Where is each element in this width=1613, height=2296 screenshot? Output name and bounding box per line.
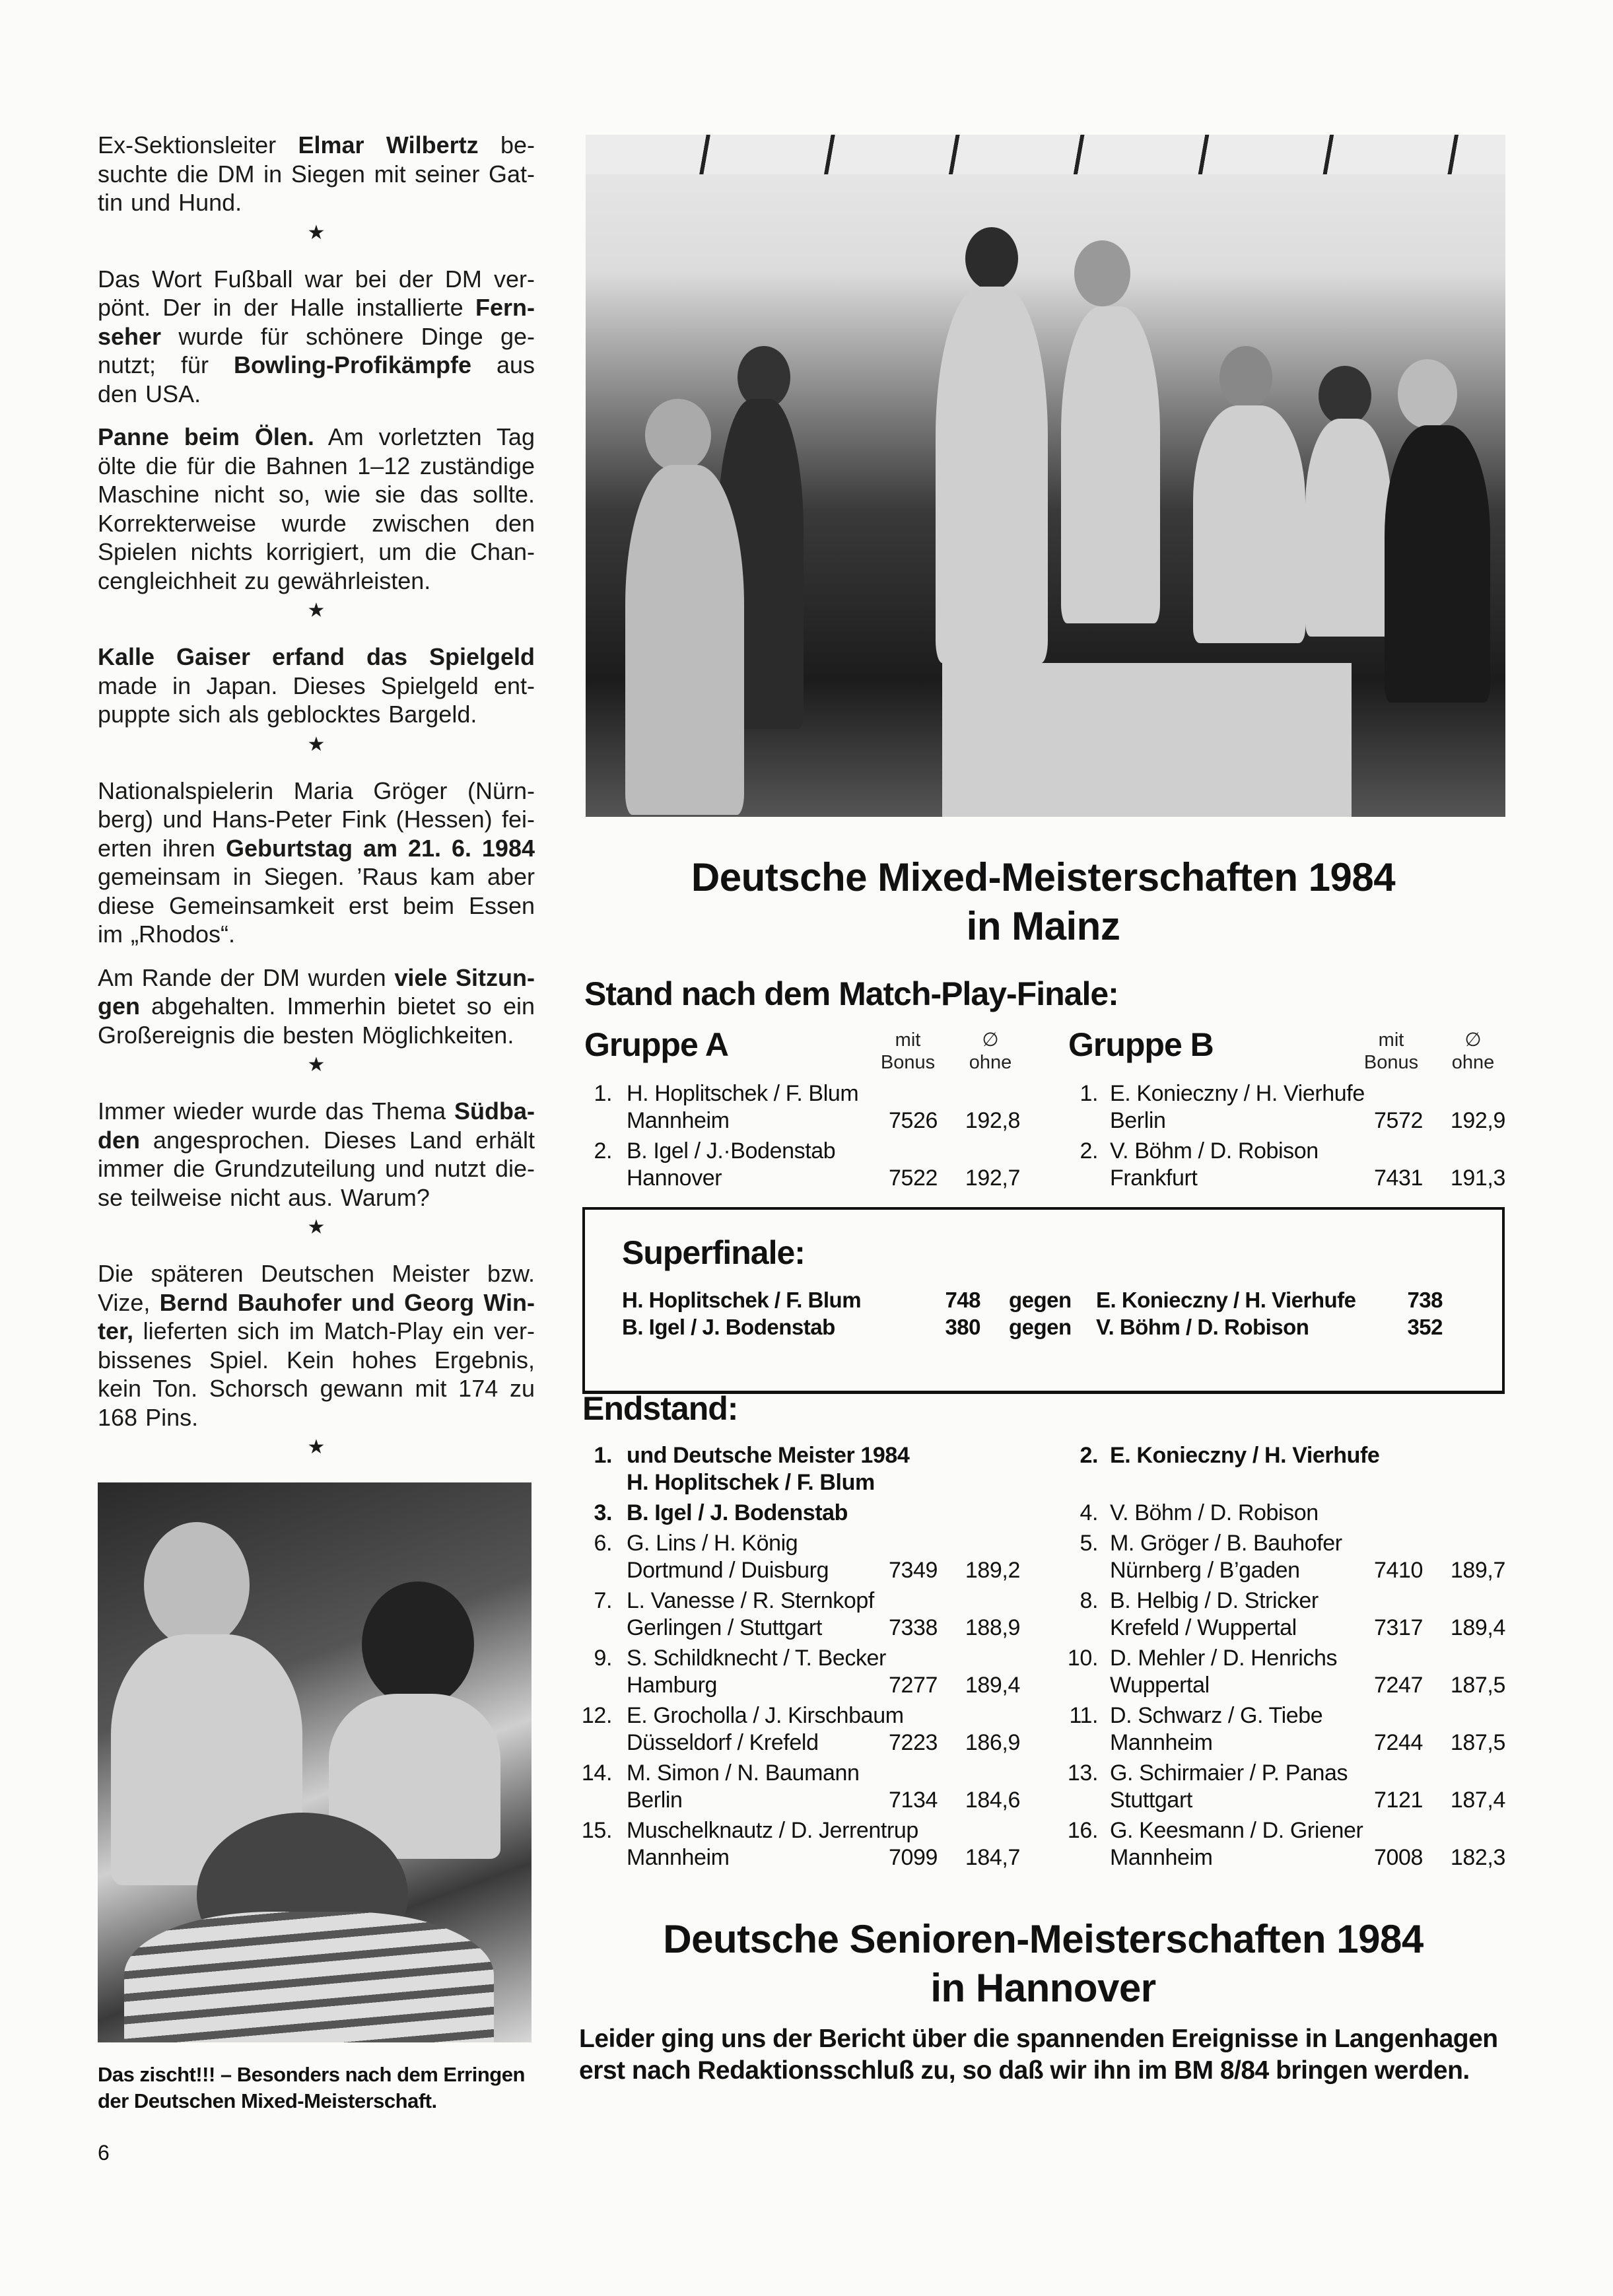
average-without-bonus: 187,4 bbox=[1450, 1788, 1505, 1813]
city: Berlin bbox=[1110, 1108, 1166, 1133]
versus-label: gegen bbox=[1009, 1288, 1072, 1312]
col-ohne-label: ohne bbox=[1451, 1052, 1495, 1073]
score-with-bonus: 7572 bbox=[1373, 1108, 1423, 1133]
rank: 11. bbox=[1069, 1703, 1098, 1728]
bold-text: Bowling-Profikämpfe bbox=[233, 351, 471, 378]
rank: 9. bbox=[594, 1646, 612, 1671]
text-line bbox=[98, 1346, 535, 1375]
pair-names: H. Hoplitschek / F. Blum bbox=[627, 1081, 859, 1106]
rank: 14. bbox=[581, 1760, 612, 1786]
text-run: erten ihren bbox=[98, 834, 226, 862]
average-without-bonus: 182,3 bbox=[1450, 1845, 1505, 1870]
rank: 6. bbox=[594, 1531, 612, 1556]
entry-names-row bbox=[574, 1530, 1020, 1557]
entry-names-row bbox=[1060, 1530, 1505, 1557]
col-mit-label: mit bbox=[895, 1029, 921, 1051]
average-without-bonus: 189,2 bbox=[965, 1558, 1020, 1583]
col-bonus-label: Bonus bbox=[880, 1052, 936, 1073]
text-line bbox=[98, 777, 535, 806]
entry-city-row bbox=[1060, 1469, 1505, 1496]
rank: 3. bbox=[594, 1500, 612, 1525]
mixed-title-line1: Deutsche Mixed-Meisterschaften 1984 bbox=[691, 855, 1396, 899]
versus-label: gegen bbox=[1009, 1315, 1072, 1339]
pair-names: Muschelknautz / D. Jerrentrup bbox=[627, 1818, 918, 1843]
result-entry bbox=[574, 1138, 1020, 1192]
bold-text: Geburtstag am 21. 6. 1984 bbox=[226, 834, 535, 862]
entry-city-row bbox=[1060, 1615, 1505, 1642]
score-with-bonus: 7244 bbox=[1373, 1730, 1423, 1755]
superfinale-table bbox=[622, 1286, 1467, 1340]
star-separator-icon: ★ bbox=[307, 600, 326, 621]
col-bonus-label: Bonus bbox=[1363, 1052, 1419, 1073]
entry-city-row bbox=[574, 1729, 1020, 1757]
col-ohne-label: ohne bbox=[969, 1052, 1012, 1073]
text-run: Am Rande der DM wurden bbox=[98, 963, 395, 991]
average-without-bonus: 184,7 bbox=[965, 1845, 1020, 1870]
photo-drinking-celebration bbox=[98, 1482, 532, 2042]
result-entry bbox=[1060, 1645, 1505, 1699]
rank: 2. bbox=[1080, 1138, 1098, 1164]
city: Stuttgart bbox=[1110, 1788, 1192, 1813]
text-run: Spielen nichts korrigiert, um die Chan- bbox=[98, 538, 535, 565]
article-paragraph bbox=[98, 1097, 535, 1212]
rank: 12. bbox=[581, 1703, 612, 1728]
entry-names-row bbox=[574, 1817, 1020, 1844]
entry-names-row bbox=[574, 1645, 1020, 1672]
pair-names: G. Keesmann / D. Griener bbox=[1110, 1818, 1363, 1843]
text-line bbox=[98, 1097, 535, 1126]
city: Hamburg bbox=[627, 1673, 718, 1698]
senioren-title-line1: Deutsche Senioren-Meisterschaften 1984 bbox=[663, 1917, 1424, 1961]
text-run: Vize, bbox=[98, 1288, 160, 1316]
entry-city-row bbox=[574, 1165, 1020, 1192]
text-run: gemeinsam in Siegen. ’Raus kam aber bbox=[98, 863, 535, 890]
pair-names: M. Gröger / B. Bauhofer bbox=[1110, 1531, 1342, 1556]
entry-city-row bbox=[574, 1787, 1020, 1814]
score-with-bonus bbox=[1350, 1469, 1423, 1496]
text-line bbox=[98, 1154, 535, 1183]
article-paragraph bbox=[98, 963, 535, 1050]
average-without-bonus: 187,5 bbox=[1450, 1673, 1505, 1698]
score-with-bonus: 7349 bbox=[888, 1558, 938, 1583]
text-line bbox=[98, 509, 535, 538]
bold-text: ter, bbox=[98, 1317, 134, 1344]
avg-symbol-icon: ∅ bbox=[1464, 1029, 1482, 1051]
star-separator-icon: ★ bbox=[307, 733, 326, 755]
pair-names: V. Böhm / D. Robison bbox=[1110, 1500, 1319, 1525]
rank: 2. bbox=[594, 1138, 612, 1164]
result-entry bbox=[574, 1500, 1020, 1527]
score-with-bonus: 7317 bbox=[1373, 1615, 1423, 1640]
team-a: H. Hoplitschek / F. Blum bbox=[622, 1288, 862, 1312]
score-with-bonus: 7526 bbox=[888, 1108, 938, 1133]
text-run: wurde für schönere Dinge ge- bbox=[161, 322, 535, 350]
average-without-bonus bbox=[1423, 1469, 1505, 1496]
text-run: im „Rhodos“. bbox=[98, 921, 236, 948]
text-line bbox=[98, 567, 535, 596]
text-run: angesprochen. Dieses Land erhält bbox=[140, 1126, 535, 1154]
text-run: suchte die DM in Siegen mit seiner Gat- bbox=[98, 160, 535, 188]
text-run: aus bbox=[471, 351, 535, 378]
bold-text: seher bbox=[98, 322, 162, 350]
text-run: abgehalten. Immerhin bietet so ein bbox=[140, 992, 535, 1020]
rank: 1. bbox=[594, 1443, 612, 1468]
city: Düsseldorf / Krefeld bbox=[627, 1730, 819, 1755]
entry-names-row bbox=[1060, 1442, 1505, 1469]
result-entry bbox=[574, 1080, 1020, 1134]
group-b-table bbox=[1060, 1080, 1505, 1195]
average-without-bonus: 186,9 bbox=[965, 1730, 1020, 1755]
bold-text: Kalle Gaiser erfand das Spielgeld bbox=[98, 643, 535, 670]
score-with-bonus: 7099 bbox=[888, 1845, 938, 1870]
entry-city-row bbox=[574, 1844, 1020, 1871]
result-entry bbox=[1060, 1817, 1505, 1871]
rank: 10. bbox=[1067, 1646, 1098, 1671]
text-run: Am vorletzten Tag bbox=[314, 423, 535, 450]
text-run: be- bbox=[478, 131, 535, 158]
text-line bbox=[98, 265, 535, 294]
rank: 13. bbox=[1067, 1760, 1098, 1786]
city: Nürnberg / B’gaden bbox=[1110, 1558, 1300, 1583]
text-run: kein Ton. Schorsch gewann mit 174 zu bbox=[98, 1375, 535, 1402]
entry-city-row bbox=[1060, 1165, 1505, 1192]
result-entry bbox=[1060, 1702, 1505, 1757]
star-separator-icon: ★ bbox=[307, 221, 326, 244]
city: Mannheim bbox=[1110, 1730, 1213, 1755]
pair-names: D. Mehler / D. Henrichs bbox=[1110, 1646, 1338, 1671]
score-with-bonus: 7223 bbox=[888, 1730, 938, 1755]
score-with-bonus: 7522 bbox=[888, 1165, 938, 1191]
result-entry bbox=[1060, 1587, 1505, 1642]
entry-names-row bbox=[1060, 1645, 1505, 1672]
text-line bbox=[98, 160, 535, 189]
result-entry bbox=[574, 1702, 1020, 1757]
entry-city-row bbox=[1060, 1107, 1505, 1134]
score-with-bonus: 7247 bbox=[1373, 1673, 1423, 1698]
group-a-heading: Gruppe A bbox=[584, 1026, 728, 1063]
team-b: V. Böhm / D. Robison bbox=[1096, 1315, 1309, 1339]
text-line bbox=[98, 1288, 535, 1317]
average-without-bonus: 189,4 bbox=[1450, 1615, 1505, 1640]
city: Berlin bbox=[627, 1788, 683, 1813]
bold-text: Elmar Wilbertz bbox=[298, 131, 479, 158]
article-paragraph bbox=[98, 1259, 535, 1432]
entry-city-row bbox=[1060, 1844, 1505, 1871]
mixed-title bbox=[581, 853, 1505, 951]
text-line bbox=[98, 1183, 535, 1212]
text-run: pönt. Der in der Halle installierte bbox=[98, 294, 475, 321]
result-entry bbox=[1060, 1138, 1505, 1192]
entry-city-row bbox=[574, 1107, 1020, 1134]
entry-city-row bbox=[1060, 1672, 1505, 1699]
pair-names: B. Igel / J. Bodenstab bbox=[627, 1500, 848, 1525]
text-line bbox=[98, 322, 535, 351]
city: Gerlingen / Stuttgart bbox=[627, 1615, 822, 1640]
group-a-col-ohne bbox=[954, 1029, 1027, 1074]
text-line bbox=[98, 862, 535, 891]
article-paragraph bbox=[98, 423, 535, 595]
city: Mannheim bbox=[627, 1108, 730, 1133]
entry-names-row bbox=[574, 1138, 1020, 1165]
score-with-bonus: 7008 bbox=[1373, 1845, 1423, 1870]
entry-city-row bbox=[1060, 1557, 1505, 1584]
text-line bbox=[98, 891, 535, 921]
pair-names: M. Simon / N. Baumann bbox=[627, 1760, 860, 1786]
rank: 7. bbox=[594, 1588, 612, 1613]
bold-text: Panne beim Ölen. bbox=[98, 423, 314, 450]
entry-names-row bbox=[1060, 1817, 1505, 1844]
bold-text: viele Sitzun- bbox=[394, 963, 535, 991]
score-with-bonus bbox=[875, 1469, 947, 1496]
pair-names: E. Konieczny / H. Vierhufe bbox=[1110, 1443, 1380, 1468]
city: Mannheim bbox=[1110, 1845, 1213, 1870]
standings-heading: Stand nach dem Match-Play-Finale: bbox=[584, 975, 1118, 1012]
result-entry bbox=[1060, 1080, 1505, 1134]
entry-names-row bbox=[1060, 1587, 1505, 1615]
text-line bbox=[98, 1126, 535, 1155]
group-a-table bbox=[574, 1080, 1020, 1195]
entry-names-row bbox=[574, 1442, 1020, 1469]
text-line bbox=[98, 834, 535, 863]
text-line bbox=[98, 131, 535, 160]
rank: 8. bbox=[1080, 1588, 1098, 1613]
article-paragraph bbox=[98, 643, 535, 729]
entry-names-row bbox=[574, 1080, 1020, 1107]
text-line bbox=[98, 452, 535, 481]
text-run: se teilweise nicht aus. Warum? bbox=[98, 1183, 430, 1211]
entry-names-row bbox=[574, 1702, 1020, 1729]
bold-text: den bbox=[98, 1126, 141, 1154]
text-line bbox=[98, 1317, 535, 1346]
text-run: Die späteren Deutschen Meister bzw. bbox=[98, 1260, 535, 1287]
score-with-bonus: 7277 bbox=[888, 1673, 938, 1698]
left-column-article bbox=[98, 131, 535, 1479]
pair-names: D. Schwarz / G. Tiebe bbox=[1110, 1703, 1323, 1728]
bold-text: Bernd Bauhofer und Georg Win- bbox=[159, 1288, 535, 1316]
pair-names: S. Schildknecht / T. Becker bbox=[627, 1646, 886, 1671]
score-with-bonus: 7121 bbox=[1373, 1788, 1423, 1813]
endstand-left-table bbox=[574, 1442, 1020, 1875]
text-line bbox=[98, 188, 535, 217]
senioren-title bbox=[581, 1915, 1505, 2013]
text-run: Das Wort Fußball war bei der DM ver- bbox=[98, 265, 535, 293]
text-run: Maschine nicht so, wie sie das sollte. bbox=[98, 481, 535, 508]
text-line bbox=[98, 293, 535, 322]
average-without-bonus: 188,9 bbox=[965, 1615, 1020, 1640]
photo-award-ceremony bbox=[586, 135, 1505, 817]
article-paragraph bbox=[98, 777, 535, 949]
entry-names-row bbox=[1060, 1080, 1505, 1107]
text-line bbox=[98, 700, 535, 729]
text-line bbox=[98, 538, 535, 567]
col-mit-label: mit bbox=[1378, 1029, 1404, 1051]
entry-names-row bbox=[1060, 1500, 1505, 1527]
city: Mannheim bbox=[627, 1845, 730, 1870]
group-b-heading: Gruppe B bbox=[1068, 1026, 1214, 1063]
result-entry bbox=[574, 1587, 1020, 1642]
average-without-bonus: 184,6 bbox=[965, 1788, 1020, 1813]
team-b-score: 738 bbox=[1407, 1288, 1443, 1312]
result-entry bbox=[1060, 1500, 1505, 1527]
city bbox=[1110, 1469, 1350, 1496]
bold-text: Fern- bbox=[475, 294, 535, 321]
senioren-title-line2: in Hannover bbox=[930, 1966, 1156, 2010]
article-paragraph bbox=[98, 131, 535, 217]
group-b-col-bonus bbox=[1348, 1029, 1434, 1074]
pair-names: B. Helbig / D. Stricker bbox=[1110, 1588, 1319, 1613]
text-line bbox=[98, 643, 535, 672]
star-separator-icon: ★ bbox=[307, 1436, 326, 1458]
average-without-bonus: 192,7 bbox=[965, 1165, 1020, 1191]
text-line bbox=[98, 963, 535, 992]
city: Frankfurt bbox=[1110, 1165, 1198, 1191]
result-entry bbox=[1060, 1760, 1505, 1814]
entry-names-row bbox=[574, 1760, 1020, 1787]
average-without-bonus: 192,9 bbox=[1450, 1108, 1505, 1133]
endstand-heading: Endstand: bbox=[582, 1390, 738, 1427]
result-entry bbox=[574, 1442, 1020, 1496]
city: H. Hoplitschek / F. Blum bbox=[627, 1470, 875, 1495]
result-entry bbox=[574, 1530, 1020, 1584]
score-with-bonus: 7410 bbox=[1373, 1558, 1423, 1583]
text-line bbox=[98, 423, 535, 452]
text-line bbox=[98, 351, 535, 380]
text-line bbox=[98, 380, 535, 409]
team-b: E. Konieczny / H. Vierhufe bbox=[1096, 1288, 1356, 1312]
rank: 4. bbox=[1080, 1500, 1098, 1525]
score-with-bonus: 7431 bbox=[1373, 1165, 1423, 1191]
pair-names: L. Vanesse / R. Sternkopf bbox=[627, 1588, 874, 1613]
mixed-title-line2: in Mainz bbox=[966, 904, 1120, 948]
average-without-bonus: 192,8 bbox=[965, 1108, 1020, 1133]
average-without-bonus: 189,4 bbox=[965, 1673, 1020, 1698]
text-run: nutzt; für bbox=[98, 351, 234, 378]
text-line bbox=[98, 480, 535, 509]
pair-names: G. Lins / H. König bbox=[627, 1531, 798, 1556]
superfinale-match bbox=[622, 1313, 1467, 1340]
pair-names: V. Böhm / D. Robison bbox=[1110, 1138, 1319, 1164]
superfinale-match bbox=[622, 1286, 1467, 1313]
team-a-score: 748 bbox=[945, 1288, 980, 1312]
text-run: tin und Hund. bbox=[98, 189, 242, 216]
average-without-bonus: 191,3 bbox=[1450, 1165, 1505, 1191]
text-run: den USA. bbox=[98, 380, 201, 407]
text-run: lieferten sich im Match-Play ein ver- bbox=[133, 1317, 535, 1344]
average-without-bonus bbox=[947, 1469, 1030, 1496]
text-run: bissenes Spiel. Kein hohes Ergebnis, bbox=[98, 1346, 535, 1374]
result-entry bbox=[574, 1817, 1020, 1871]
star-separator-icon: ★ bbox=[307, 1216, 326, 1238]
pair-names: G. Schirmaier / P. Panas bbox=[1110, 1760, 1348, 1786]
entry-city-row bbox=[574, 1557, 1020, 1584]
pair-names: und Deutsche Meister 1984 bbox=[627, 1443, 910, 1468]
text-run: diese Gemeinsamkeit erst beim Essen bbox=[98, 891, 535, 919]
text-run: made in Japan. Dieses Spielgeld ent- bbox=[98, 672, 535, 699]
rank: 5. bbox=[1080, 1531, 1098, 1556]
group-b-col-ohne bbox=[1437, 1029, 1509, 1074]
rank: 1. bbox=[1080, 1081, 1098, 1106]
text-run: Immer wieder wurde das Thema bbox=[98, 1097, 454, 1125]
page-number: 6 bbox=[98, 2141, 110, 2165]
text-run: Korrekterweise wurde zwischen den bbox=[98, 509, 535, 537]
superfinale-heading: Superfinale: bbox=[622, 1234, 805, 1271]
text-run: cengleichheit zu gewährleisten. bbox=[98, 567, 431, 594]
text-run: Ex-Sektionsleiter bbox=[98, 131, 298, 158]
article-paragraph bbox=[98, 265, 535, 409]
avg-symbol-icon: ∅ bbox=[982, 1029, 999, 1051]
result-entry bbox=[574, 1760, 1020, 1814]
text-run: Großereignis die besten Möglichkeiten. bbox=[98, 1021, 514, 1049]
text-line bbox=[98, 1374, 535, 1403]
text-line bbox=[98, 1259, 535, 1288]
result-entry bbox=[1060, 1442, 1505, 1496]
text-line bbox=[98, 1403, 535, 1432]
entry-names-row bbox=[1060, 1760, 1505, 1787]
photo-caption: Das zischt!!! – Besonders nach dem Erringen der Deutschen Mixed-Meisterschaft. bbox=[98, 2063, 525, 2112]
score-with-bonus: 7134 bbox=[888, 1788, 938, 1813]
entry-names-row bbox=[574, 1500, 1020, 1527]
text-line bbox=[98, 992, 535, 1021]
average-without-bonus: 189,7 bbox=[1450, 1558, 1505, 1583]
text-run: immer die Grundzuteilung und nutzt die- bbox=[98, 1155, 535, 1182]
pair-names: B. Igel / J.·Bodenstab bbox=[627, 1138, 836, 1164]
rank: 2. bbox=[1080, 1443, 1098, 1468]
entry-names-row bbox=[1060, 1138, 1505, 1165]
group-a-col-bonus bbox=[865, 1029, 951, 1074]
entry-names-row bbox=[574, 1587, 1020, 1615]
text-run: Nationalspielerin Maria Gröger (Nürn- bbox=[98, 777, 535, 804]
text-line bbox=[98, 1021, 535, 1050]
average-without-bonus: 187,5 bbox=[1450, 1730, 1505, 1755]
text-run: berg) und Hans-Peter Fink (Hessen) fei- bbox=[98, 806, 535, 833]
entry-names-row bbox=[1060, 1702, 1505, 1729]
senioren-text: Leider ging uns der Bericht über die spannenden Ereignisse in Langenhagen erst nach Redaktionsschluß zu, so daß wir ihn im BM 8/84 bringen werden. bbox=[579, 2025, 1498, 2085]
city: Hannover bbox=[627, 1165, 722, 1191]
rank: 1. bbox=[594, 1081, 612, 1106]
team-b-score: 352 bbox=[1407, 1315, 1443, 1339]
team-a: B. Igel / J. Bodenstab bbox=[622, 1315, 835, 1339]
result-entry bbox=[1060, 1530, 1505, 1584]
star-separator-icon: ★ bbox=[307, 1054, 326, 1076]
result-entry bbox=[574, 1645, 1020, 1699]
entry-city-row bbox=[574, 1615, 1020, 1642]
rank: 16. bbox=[1067, 1818, 1098, 1843]
team-a-score: 380 bbox=[945, 1315, 980, 1339]
text-line bbox=[98, 920, 535, 949]
entry-city-row bbox=[1060, 1787, 1505, 1814]
city: Dortmund / Duisburg bbox=[627, 1558, 829, 1583]
pair-names: E. Grocholla / J. Kirschbaum bbox=[627, 1703, 904, 1728]
pair-names: E. Konieczny / H. Vierhufe bbox=[1110, 1081, 1365, 1106]
text-run: puppte sich als geblocktes Bargeld. bbox=[98, 701, 477, 728]
entry-city-row bbox=[1060, 1729, 1505, 1757]
city: Krefeld / Wuppertal bbox=[1110, 1615, 1297, 1640]
entry-city-row bbox=[574, 1672, 1020, 1699]
bold-text: Südba- bbox=[454, 1097, 535, 1125]
bold-text: gen bbox=[98, 992, 141, 1020]
score-with-bonus: 7338 bbox=[888, 1615, 938, 1640]
endstand-right-table bbox=[1060, 1442, 1505, 1875]
text-line bbox=[98, 672, 535, 701]
rank: 15. bbox=[581, 1818, 612, 1843]
text-run: ölte die für die Bahnen 1–12 zuständige bbox=[98, 452, 535, 479]
city: Wuppertal bbox=[1110, 1673, 1210, 1698]
entry-city-row bbox=[574, 1469, 1020, 1496]
text-run: 168 Pins. bbox=[98, 1403, 199, 1431]
text-line bbox=[98, 805, 535, 834]
